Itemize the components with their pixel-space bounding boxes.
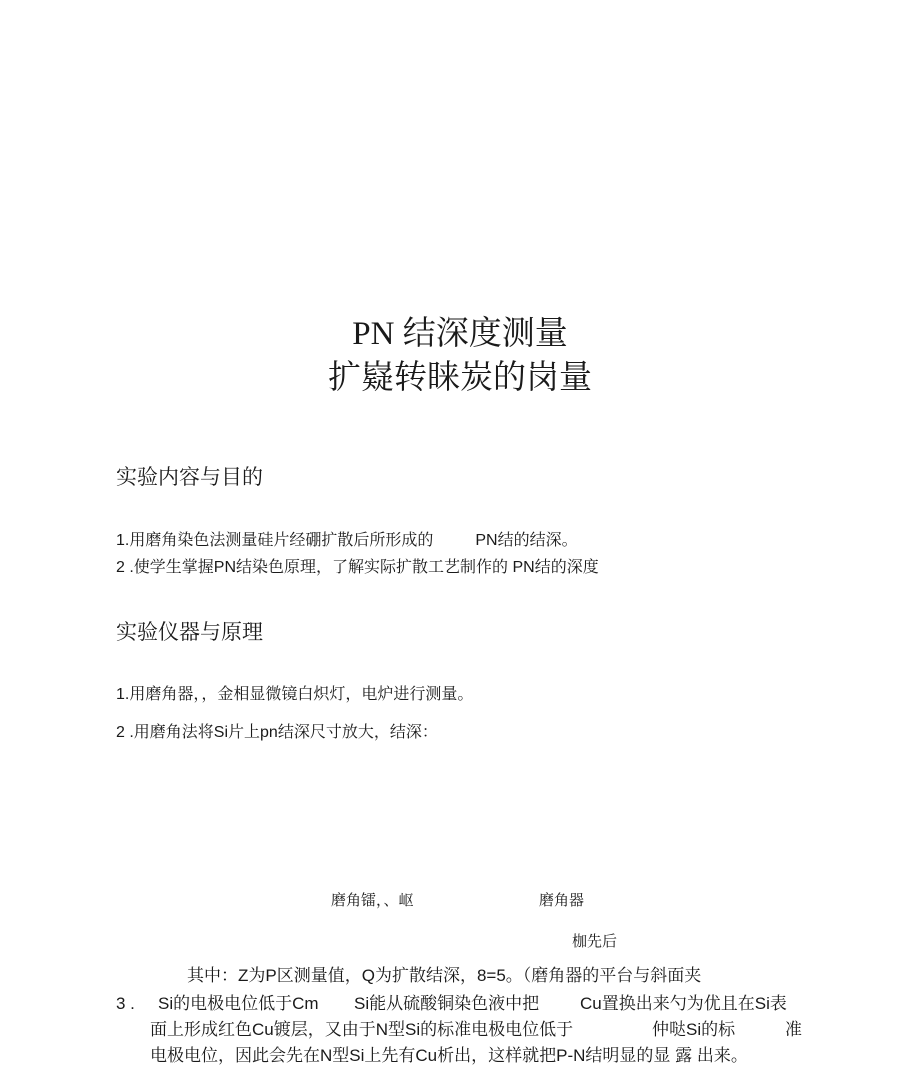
item3-line2-a: 面上形成红色Cu镀层，又由于N型Si的标准电极电位低于 xyxy=(150,1020,574,1039)
item3-line3: 电极电位，因此会先在N型Si上先有Cu析出，这样就把P-N结明显的显 露 出来。 xyxy=(150,1046,748,1065)
list-item-apparatus-2: 2 .用磨角法将Si片上pn结深尺寸放大，结深： xyxy=(116,724,438,741)
item3-number: 3 . xyxy=(116,994,135,1013)
page-subtitle: 扩嶷转睐炭的岗量 xyxy=(328,360,592,396)
item3-line1-b: Si能从硫酸铜染色液中把 xyxy=(354,994,540,1013)
section-heading-content-purpose: 实验内容与目的 xyxy=(116,465,263,489)
item3-line2-b: 仲哒Si的标 xyxy=(652,1020,736,1039)
item3-line1-c: Cu置换出来勺为优且在Si表 xyxy=(580,994,787,1013)
list-item-2: 2 .使学生掌握PN结染色原理，了解实际扩散工艺制作的 PN结的深度 xyxy=(116,559,599,576)
list-item-1-text-a: 1.用磨角染色法测量硅片经硼扩散后所形成的 xyxy=(116,532,434,549)
page-title: PN 结深度测量 xyxy=(352,316,568,352)
item3-line1-a: Si的电极电位低于Cm xyxy=(158,994,319,1013)
figure-label-left: 磨角镭，、岖 xyxy=(331,892,414,909)
figure-label-under: 枷先后 xyxy=(572,933,618,950)
item3-line2-c: 准 xyxy=(785,1020,802,1039)
figure-label-right: 磨角器 xyxy=(539,892,585,909)
list-item-1-text-b: PN结的结深。 xyxy=(475,532,578,549)
section-heading-apparatus-principle: 实验仪器与原理 xyxy=(116,620,263,644)
list-item-1 xyxy=(116,531,578,551)
formula-note: 其中：Z为P区测量值，Q为扩散结深，8=5。（磨角器的平台与斜面夹 xyxy=(187,966,702,985)
list-item-apparatus-1: 1.用磨角器，，金相显微镜白炽灯，电炉进行测量。 xyxy=(116,686,474,703)
